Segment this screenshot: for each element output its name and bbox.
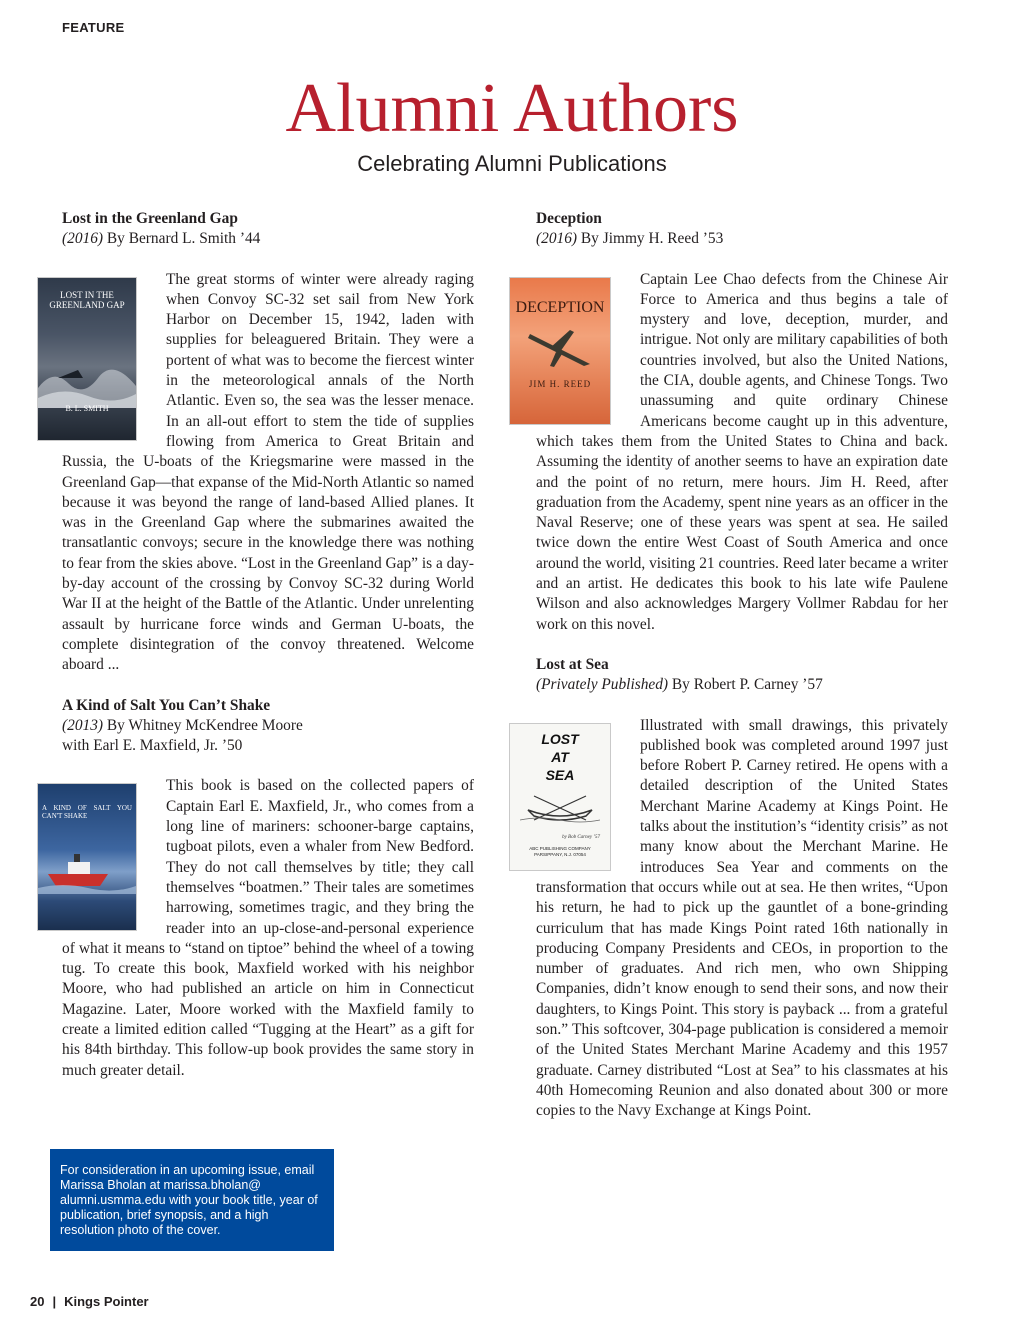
book-year: (2016) bbox=[62, 230, 104, 248]
cover-title: DECEPTION bbox=[515, 298, 605, 316]
left-column bbox=[42, 209, 474, 1081]
article-salt bbox=[42, 696, 474, 1081]
cover-rowboat-icon bbox=[520, 786, 600, 826]
book-description bbox=[529, 716, 948, 1122]
cover-title bbox=[510, 730, 610, 784]
book-meta bbox=[536, 229, 948, 249]
book-meta bbox=[62, 716, 474, 736]
cover-author: B. L. SMITH bbox=[65, 404, 109, 414]
publication-name: Kings Pointer bbox=[64, 1294, 149, 1309]
page-footer bbox=[30, 1294, 149, 1309]
book-description bbox=[515, 270, 948, 635]
book-title: Deception bbox=[536, 210, 602, 227]
cover-publisher bbox=[510, 846, 610, 858]
book-cover-greenland bbox=[38, 278, 136, 440]
cover-publisher-place: PARSIPPANY, N.J. 07054 bbox=[534, 851, 586, 857]
cover-title: A KIND OF SALT YOU CAN'T SHAKE bbox=[42, 804, 132, 821]
section-label: FEATURE bbox=[62, 20, 125, 35]
article-deception bbox=[515, 209, 948, 635]
book-meta bbox=[536, 675, 948, 695]
book-cover-salt bbox=[38, 784, 136, 930]
page-title: Alumni Authors bbox=[285, 70, 739, 147]
page-number: 20 bbox=[30, 1294, 45, 1309]
book-author: By Jimmy H. Reed ’53 bbox=[580, 230, 724, 248]
book-author: By Whitney McKendree Moore bbox=[106, 716, 303, 734]
footer-separator: | bbox=[52, 1294, 57, 1309]
cover-tugboat-icon bbox=[38, 844, 136, 894]
book-coauthor: with Earl E. Maxfield, Jr. ’50 bbox=[62, 737, 243, 755]
callout-text: For consideration in an upcoming issue, email Marissa Bholan at marissa.bholan@ alumni.usmma.edu with your book title, year of publication, brief synopsis, and a high resolution photo of the cover. bbox=[60, 1163, 318, 1237]
book-description-text: The great storms of winter were already raging when Convoy SC-32 set sail from New York Harbor on December 15, 1942, laden with supplies for beleaguered Britain. They were a portent of what was to become the fiercest winter in the meteorological annals of the North Atlantic. Even so, the sea was the lesser menace. In an all-out effort to stem the tide of supplies flowing from America to Great Britain and Russia, the U-boats of the Kriegsmarine were massed in the Greenland Gap—that expanse of the Mid-North Atlantic so named because it was beyond the range of land-based Allied planes. It was in the Greenland Gap where the submarines awaited the transatlantic convoys; secure in the knowledge there was nothing to fear from the skies above. “Lost in the Greenland Gap” is a day-by-day account of the crossing by Convoy SC-32 during World War II at the height of the Battle of the Atlantic. Under unrelenting assault by hurricane force winds and German U-boats, the complete disintegration of the convoy threatened. Welcome aboard ... bbox=[62, 270, 474, 674]
book-year: (2016) bbox=[536, 230, 578, 248]
article-lost-at-sea bbox=[529, 655, 948, 1122]
book-description bbox=[49, 270, 474, 676]
article-greenland bbox=[49, 209, 474, 676]
right-column bbox=[515, 209, 948, 1121]
book-title: Lost at Sea bbox=[536, 655, 609, 673]
cover-author: JIM H. REED bbox=[528, 378, 592, 389]
page-subtitle: Celebrating Alumni Publications bbox=[357, 151, 667, 176]
book-cover-lost-at-sea bbox=[510, 724, 610, 870]
book-title: A Kind of Salt You Can’t Shake bbox=[62, 696, 271, 714]
book-description bbox=[42, 776, 474, 1080]
book-description-text: Captain Lee Chao defects from the Chinese Air Force to America and thus begins a tale of mystery and love, deception, murder, and intrigue. Not only are military capabilities of both countries involved, but also the United Nations, the CIA, double agents, and Chinese Tongs. Two unassuming and quite ordinary Chinese Americans become caught up in this adventure, which takes them from the United States to China and back. Assuming the identity of another seems to have an expiration date and the point of no return, mere hours. Jim H. Reed, after graduation from the Academy, spent nine years as an officer in the Naval Reserve; one of these years was spent at sea. He sailed twice down the entire West Coast of South America and once around the world, visiting 21 countries. Reed later became a writer and an artist. He dedicates this book to his late wife Paulene Wilson and also acknowledges Margery Vollmer Rabdau for her work on this novel. bbox=[536, 270, 948, 633]
book-year: (2013) bbox=[62, 716, 104, 734]
book-title: Lost in the Greenland Gap bbox=[62, 210, 238, 227]
book-author: By Bernard L. Smith ’44 bbox=[106, 230, 261, 248]
cover-title-line: LOST bbox=[541, 730, 579, 747]
submission-callout bbox=[50, 1149, 334, 1251]
book-description-text: This book is based on the collected papers of Captain Earl E. Maxfield, Jr., who comes from a long line of mariners: schooner-barge captains, tugboat pilots, even a whaler from New Bedford. They do not call themselves by title; they call themselves “boatmen.” Their tales are sometimes harrowing, sometimes tragic, and they bring the reader into an up-close-and-personal experience of what it means to “stand on tiptoe” behind the wheel of a towing tug. To create this book, Maxfield worked with his neighbor Moore, who had published an article on him in Connecticut Magazine. Later, Moore worked with the Maxfield family to create a limited edition called “Tugging at the Heart” as a gift for his 84th birthday. This follow-up book provides the same story in much greater detail. bbox=[62, 777, 474, 1079]
cover-title-line: AT bbox=[551, 748, 569, 765]
cover-title: LOST IN THE GREENLAND GAP bbox=[49, 289, 125, 310]
cover-airplane-icon bbox=[520, 324, 600, 370]
cover-title-line: SEA bbox=[545, 766, 575, 783]
cover-byline: by Bob Carney ’57 bbox=[562, 834, 600, 840]
cover-publisher-name: ABC PUBLISHING COMPANY bbox=[529, 845, 591, 851]
book-author: By Robert P. Carney ’57 bbox=[671, 676, 823, 694]
book-year: (Privately Published) bbox=[536, 676, 669, 694]
book-description-text: Illustrated with small drawings, this privately published book was completed around 1997 just before Robert P. Carney retired. He opens with a detailed description of the United States Merchant Marine Academy at Kings Point. He talks about the institution’s “identity crisis” as not many know about the Merchant Marine. He introduces Sea Year and comments on the transformation that occurs while out at sea. He then writes, “Upon his return, he had to pick up the gauntlet of a bone-grinding curriculum that has made Kings Point rated 16th nationally in producing Company Presidents and CEOs, in proportion to the number of graduates. And rich men, who own Shipping Companies, didn’t know enough to send their sons, and now their daughters, to Kings Point. This story is payback ... from a grateful son.” This softcover, 304-page publication is considered a memoir of the United States Merchant Marine Academy and this 1957 graduate. Carney distributed “Lost at Sea” to his classmates at his 40th Homecoming Reunion and also donated about 300 or more copies to the Navy Exchange at Kings Point. bbox=[536, 716, 948, 1120]
book-cover-deception bbox=[510, 278, 610, 424]
book-meta bbox=[62, 229, 474, 249]
